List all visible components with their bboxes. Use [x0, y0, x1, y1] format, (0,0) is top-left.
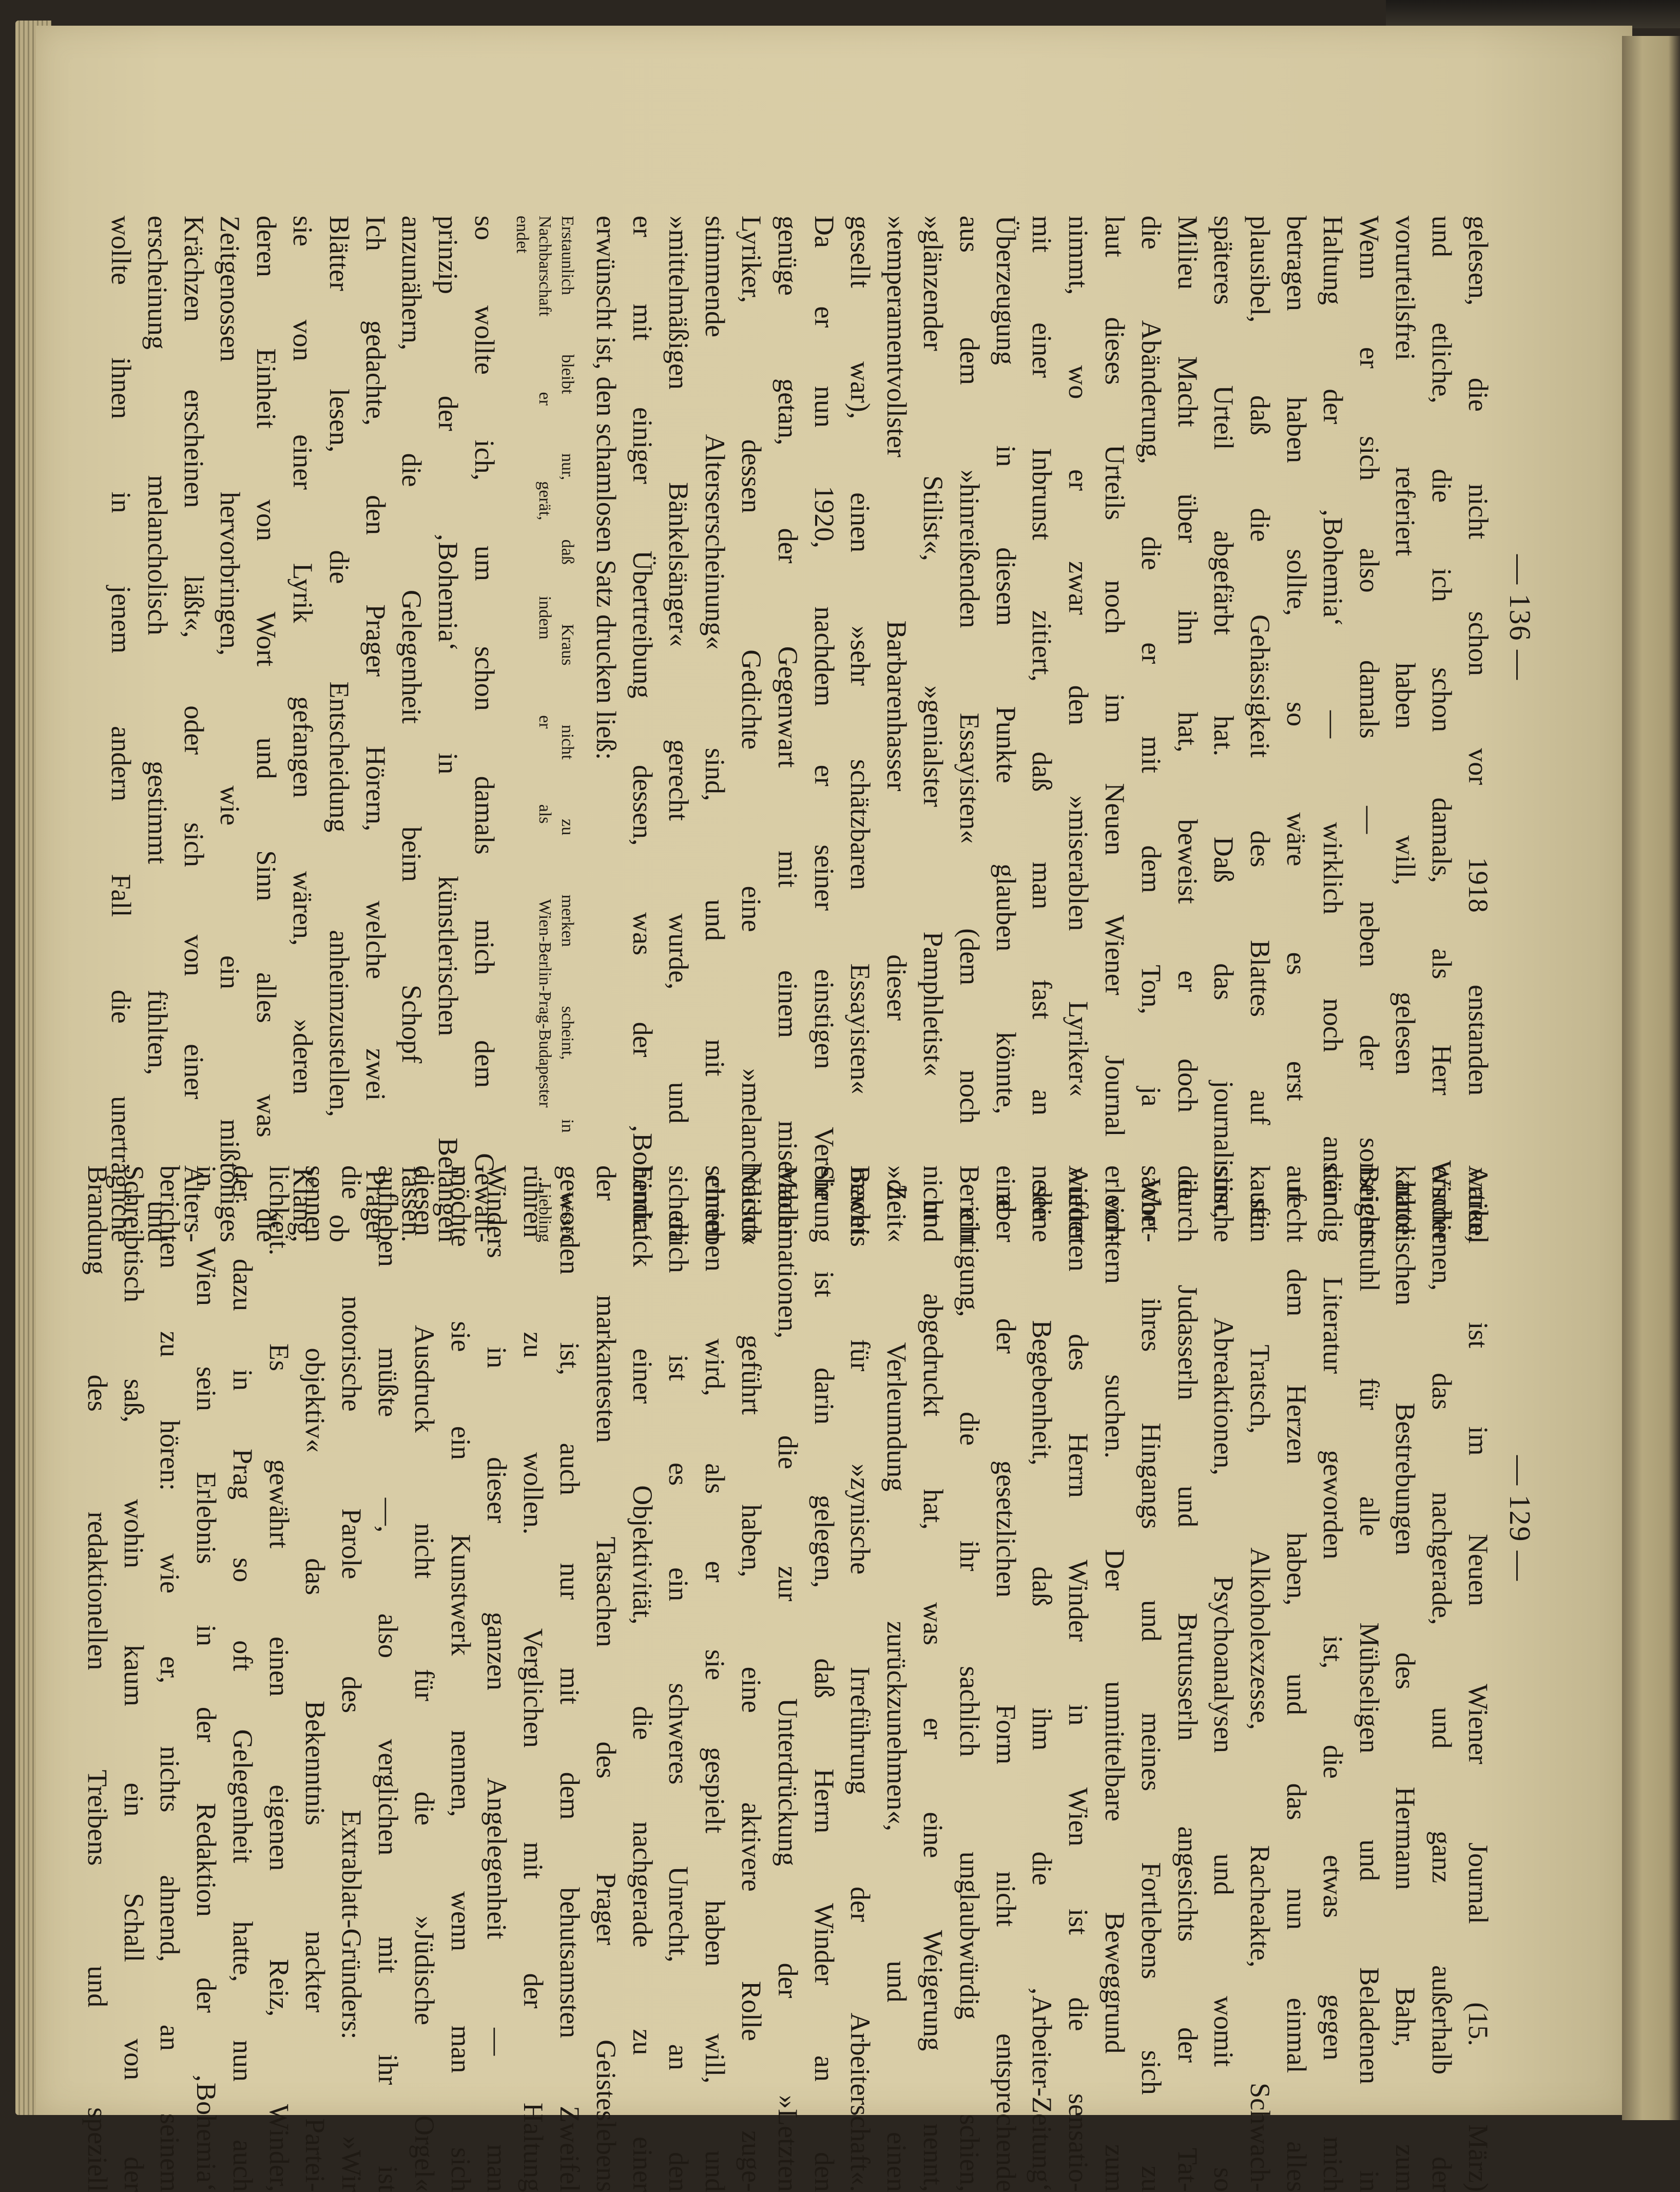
text-line: Erstaunlich bleibt nur, daß Kraus nicht zu merken scheint, in wessen	[558, 216, 577, 1242]
text-line: wollte ihnen in jenem andern Fall die unerträgliche	[106, 216, 137, 1242]
text-line: mit einer Inbrunst zitiert, daß man fast an seine	[1027, 216, 1058, 1242]
text-line: nelle Begebenheit, daß ihm die ‚Arbeiter-Zeitung‘	[1027, 1165, 1058, 2192]
text-line: endet	[513, 216, 532, 254]
text-line: betragen haben sollte, so wäre es erst recht	[1281, 216, 1312, 1242]
text-line: Beweis für »zynische Irreführung der Arbeiterschaft«.	[845, 1165, 876, 2192]
text-line: Eindruck einer Objektivität, die nachgerade zu einer	[627, 1165, 658, 2192]
text-line: Artikel ist im Neuen Wiener Journal (15. März)	[1463, 1165, 1494, 2192]
text-line: der markantesten Tatsachen des Prager Geisteslebens	[590, 1165, 622, 2192]
book-spine-top	[1386, 0, 1680, 28]
text-line: Krächzen erscheinen läßt«, oder sich von einer Alters-	[178, 216, 209, 1242]
text-line: sie von einer Lyrik gefangen wären, »deren Klang,	[287, 216, 319, 1242]
text-line: erscheinung melancholisch gestimmt fühlten, und	[142, 216, 173, 1242]
text-line: Lyriker, dessen Gedichte eine »melancholisch	[736, 216, 767, 1242]
text-line: berichten zu hören: wie er, nichts ahnend, an seinem	[155, 1165, 186, 2192]
text-line: Da er nun 1920, nachdem er seiner einstigen Verehrung	[808, 216, 840, 1242]
text-line: Berichtigung, die ihr sachlich unglaubwürdig schien,	[954, 1165, 985, 2192]
text-line: geworden ist, auch nur mit dem behutsamsten Zweifel	[554, 1165, 586, 2192]
text-line: in Wien sein Erlebnis in der Redaktion der ‚Bohemia‘	[191, 1165, 222, 2192]
text-line: Auftreten des Herrn Winder in Wien ist die sensatio-	[1063, 1165, 1094, 2192]
text-line: rühren zu wollen. Verglichen mit der Haltung	[518, 1165, 549, 2192]
text-line: erleichtern suchen. Der unmittelbare Beweggrund zum	[1099, 1165, 1131, 2192]
text-line: plausibel, daß die Gehässigkeit des Blattes auf sein	[1245, 216, 1276, 1242]
text-line: und etliche, die ich schon damals, als Herr Winder	[1426, 216, 1458, 1242]
text-line: kauft: Tratsch, Alkoholexzesse, Racheakte, Schwach-	[1245, 1165, 1276, 2192]
text-line: die notorische Parole des Extrablatt-Gründers: »Wir	[336, 1165, 368, 2192]
text-line: gesellt war), einen »sehr schätzbaren Essayisten« macht.	[845, 216, 876, 1242]
right-page-column	[79, 1165, 1496, 2192]
text-line: der Literatur geworden ist, die etwas gegen mich	[1317, 1165, 1348, 2192]
text-line: laut dieses Urteils noch im Neuen Wiener Journal vor-	[1099, 216, 1131, 1242]
text-line: aufheben müßte —, also verglichen mit ihr ist	[373, 1165, 404, 2192]
left-paragraph-2	[103, 216, 503, 1242]
text-line: Haltung der ‚Bohemia‘ — wirklich noch anständig	[1317, 216, 1348, 1242]
text-line: Brandung des redaktionellen Treibens und speziell	[82, 1165, 113, 2192]
text-line: nicht abgedruckt hat, was er eine Weigerung nennt,	[918, 1165, 949, 2192]
right-page-number: — 129 —	[1503, 1455, 1537, 1582]
text-line: so wollte ich, um schon damals mich dem Gewalt-	[469, 216, 500, 1242]
next-page-edge	[1622, 36, 1680, 2120]
text-line: auf dem Herzen haben, und das nun einmal alles	[1281, 1165, 1312, 2192]
text-line: eine der gesetzlichen Form nicht entsprechende	[990, 1165, 1021, 2192]
left-paragraph-1	[588, 216, 1496, 1242]
left-page-number: — 136 —	[1503, 554, 1537, 681]
text-line: Ich gedachte, den Prager Hörern, welche zwei Prager	[360, 216, 391, 1242]
text-line: Nachbarschaft er gerät, indem er als Wien-Berlin-Prag-Budapester Liebling	[535, 216, 555, 1242]
text-line: prinzip der ‚Bohemia‘ in künstlerischen Belangen	[433, 216, 464, 1242]
text-line: sennen objektiv« das Bekenntnis nackter Partei-	[300, 1165, 331, 2192]
left-page-text	[103, 216, 1496, 1242]
text-line: die Abänderung, die er mit dem Ton, ja Wort-	[1135, 216, 1167, 1242]
text-line: Zeitgenossen hervorbringen, wie ein mißtöniges	[215, 216, 246, 1242]
text-line: sache ihres Hingangs und meines Fortlebens sich zu	[1135, 1165, 1167, 2192]
right-page-text	[79, 1165, 1496, 2192]
text-line: schrieben wird, als er sie gespielt haben will, und	[700, 1165, 731, 2192]
text-line: Blätter lesen, die Entscheidung anheimzustellen, ob	[323, 216, 355, 1242]
text-line: Schreibtisch saß, wohin kaum ein Schall von der	[118, 1165, 149, 2192]
text-line: möchte sie ein Kunstwerk nennen, wenn man sich	[445, 1165, 476, 2192]
text-line: Machinationen, die zur Unterdrückung der »Letzten	[772, 1165, 803, 2192]
text-line: aus dem »hinreißenden Essayisten« (dem noch ein	[954, 216, 985, 1242]
text-line: katholischen Bestrebungen des Hermann Bahr, zum	[1390, 1165, 1421, 2192]
text-line: gelesen, die nicht schon vor 1918 enstanden waren,	[1463, 216, 1494, 1242]
text-line: Nacht« geführt haben, eine aktivere Rolle zuge-	[736, 1165, 767, 2192]
text-line: vorurteilsfrei referiert haben will, gelesen hatte.	[1390, 216, 1421, 1242]
text-line: deren Einheit von Wort und Sinn alles was die	[251, 216, 282, 1242]
text-line: »mittelmäßigen Bänkelsänger« gerecht wurde, und da	[663, 216, 694, 1242]
text-line: »die Verleumdung zurückzunehmen«, und einen	[881, 1165, 913, 2192]
text-line: anzunähern, die Gelegenheit beim Schopf fassen.	[396, 216, 428, 1242]
text-line: Beichtstuhl für alle Mühseligen und Beladenen in	[1354, 1165, 1385, 2192]
footnote	[511, 216, 578, 1242]
text-line: genüge getan, der Gegenwart mit einem miserablen	[772, 216, 803, 1242]
text-line: sicherlich ist es ein schweres Unrecht, an den	[663, 1165, 694, 2192]
text-line: späteres Urteil abgefärbt hat. Daß das journalistische	[1208, 216, 1240, 1242]
text-line: Winders in dieser ganzen Angelegenheit — man	[481, 1165, 513, 2192]
text-line: Überzeugung in diesem Punkte glauben könnte, aber	[990, 216, 1021, 1242]
text-line: stimmende Alterserscheinung« sind, und mit einem	[700, 216, 731, 1242]
text-line: nimmt, wo er zwar den »miserablen Lyriker« wieder	[1063, 216, 1094, 1242]
text-line: diesen Ausdruck nicht für die »Jüdische Orgel«	[409, 1165, 440, 2192]
text-line: die Judasserln und Brutusserln angesichts der Tat-	[1172, 1165, 1203, 2192]
text-line: sinn, Abreaktionen, Psychoanalysen und womit so	[1208, 1165, 1240, 2192]
text-line: Sie ist darin gelegen, daß Herrn Winder an den	[808, 1165, 840, 2192]
text-line: lichkeit. Es gewährt einen eigenen Reiz, Winder,	[263, 1165, 295, 2192]
text-line: Milieu Macht über ihn hat, beweist er doch durch	[1172, 216, 1203, 1242]
left-page-column	[103, 216, 1496, 1242]
text-line: Wenn er sich also damals — neben der sonstigen	[1354, 216, 1385, 1242]
text-line: der dazu in Prag so oft Gelegenheit hatte, nun auch	[227, 1165, 258, 2192]
text-line: er mit einiger Übertreibung dessen, was der ‚Bohemia‘	[627, 216, 658, 1242]
text-line: »glänzender Stilist«, »genialster Pamphletist« und	[918, 216, 949, 1242]
text-line: erwünscht ist, den schamlosen Satz drucken ließ:	[590, 216, 622, 760]
text-line: »temperamentvollster Barbarenhasser dieser Zeit«	[881, 216, 913, 1242]
text-line: erschienen, das nachgerade, und ganz außerhalb der	[1426, 1165, 1458, 2192]
